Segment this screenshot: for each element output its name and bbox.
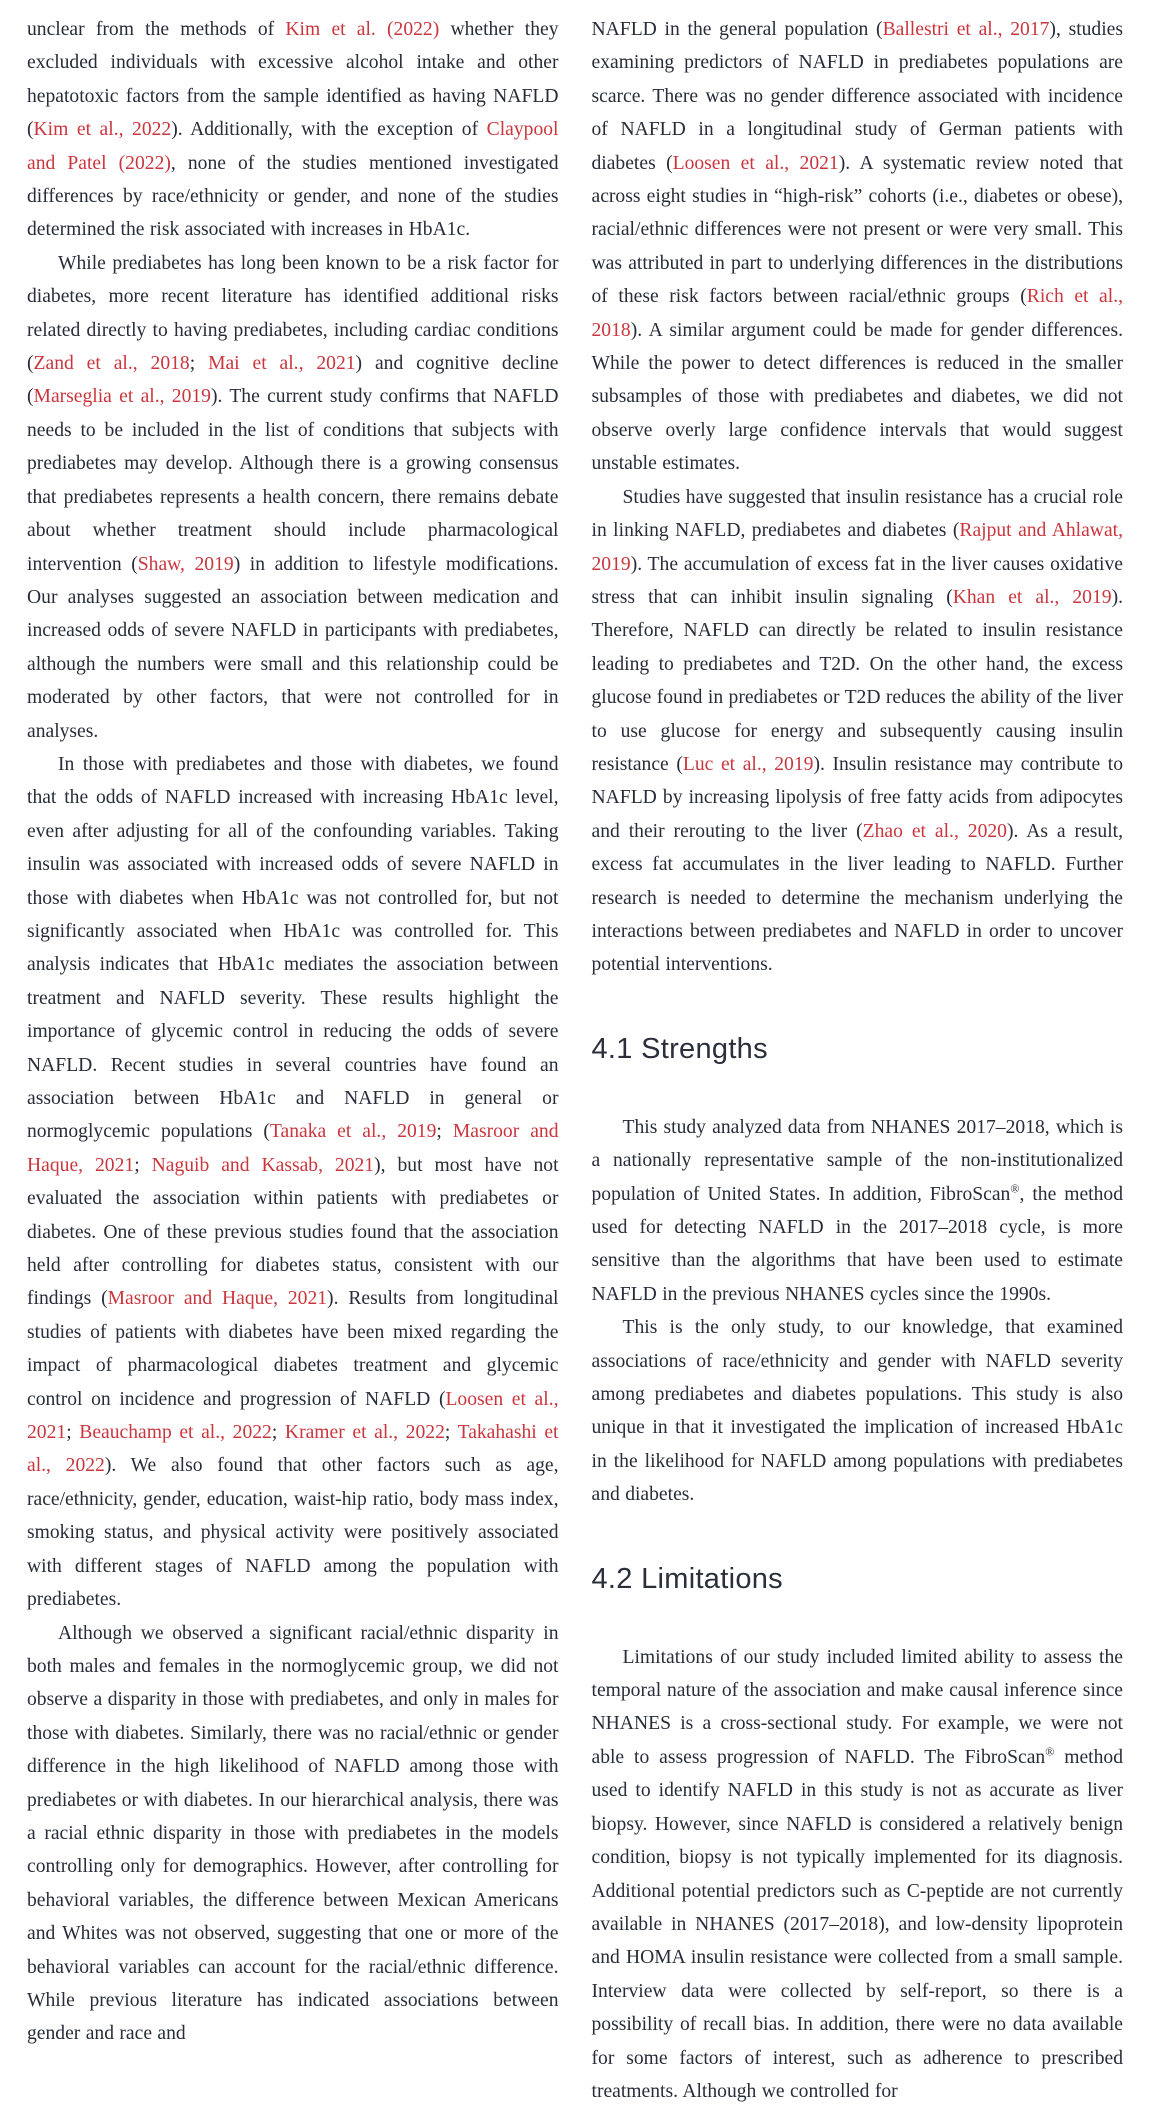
registered-trademark-symbol: ® <box>1010 1181 1020 1196</box>
paragraph: unclear from the methods of Kim et al. (2022) whether they excluded individuals with excessive alcohol intake and other hepatotoxic factors from the sample identified as having NAFLD (Kim et al., 2022). Additionally, with the exception of Claypool and Patel (2022), none of the studies mentioned investigated differences by race/ethnicity or gender, and none of the studies determined the risk associated with increases in HbA1c. <box>27 19 559 241</box>
citation-link[interactable]: Marseglia et al., 2019 <box>33 386 211 408</box>
section-heading: 4.1 Strengths <box>591 1032 768 1065</box>
paragraph: While prediabetes has long been known to be a risk factor for diabetes, more recent literature has identified additional risks related directly to having prediabetes, including cardiac conditions (Zand et al., 2018; Mai et al., 2021) and cognitive decline (Marseglia et al., 2019). The current study confirms that NAFLD needs to be included in the list of conditions that subjects with prediabetes may develop. Although there is a growing consensus that prediabetes represents a health concern, there remains debate about whether treatment should include pharmacological intervention (Shaw, 2019) in addition to lifestyle modifications. Our analyses suggested an association between medication and increased odds of severe NAFLD in participants with prediabetes, although the numbers were small and this relationship could be moderated by other factors, that were not controlled for in analyses. <box>27 252 559 742</box>
citation-link[interactable]: Beauchamp et al., 2022 <box>79 1422 272 1444</box>
citation-link[interactable]: Loosen et al., 2021 <box>27 1388 559 1444</box>
section-heading: 4.2 Limitations <box>591 1562 783 1595</box>
citation-link[interactable]: Claypool and Patel (2022) <box>27 119 559 174</box>
citation-link[interactable]: Shaw, 2019 <box>137 553 234 575</box>
paragraph: This study analyzed data from NHANES 2017–2018, which is a nationally representative sample of the non-institutionalized population of United States. In addition, FibroScan®, the method used for detecting NAFLD in the 2017–2018 cycle, is more sensitive than the algorithms that have been used to estimate NAFLD in the previous NHANES cycles since the 1990s. <box>591 1116 1123 1305</box>
citation-link[interactable]: Rajput and Ahlawat, 2019 <box>591 520 1123 575</box>
paragraph: Limitations of our study included limited ability to assess the temporal nature of the association and make causal inference since NHANES is a cross-sectional study. For example, we were not able to assess progression of NAFLD. The FibroScan® method used to identify NAFLD in this study is not as accurate as liver biopsy. However, since NAFLD is considered a relatively benign condition, biopsy is not typically implemented for its diagnosis. Additional potential predictors such as C-peptide are not currently available in NHANES (2017–2018), and low-density lipoprotein and HOMA insulin resistance were collected from a small sample. Interview data were collected by self-report, so there is a possibility of recall bias. In addition, there were no data available for some factors of interest, such as adherence to prescribed treatments. Although we controlled for <box>591 1646 1123 2102</box>
paragraph: Studies have suggested that insulin resistance has a crucial role in linking NAFLD, prediabetes and diabetes (Rajput and Ahlawat, 2019). The accumulation of excess fat in the liver causes oxidative stress that can inhibit insulin signaling (Khan et al., 2019). Therefore, NAFLD can directly be related to insulin resistance leading to prediabetes and T2D. On the other hand, the excess glucose found in prediabetes or T2D reduces the ability of the liver to use glucose for energy and subsequently causing insulin resistance (Luc et al., 2019). Insulin resistance may contribute to NAFLD by increasing lipolysis of free fatty acids from adipocytes and their rerouting to the liver (Zhao et al., 2020). As a result, excess fat accumulates in the liver leading to NAFLD. Further research is needed to determine the mechanism underlying the interactions between prediabetes and NAFLD in order to uncover potential interventions. <box>591 486 1123 976</box>
citation-link[interactable]: Kim et al. (2022) <box>285 19 440 40</box>
registered-trademark-symbol: ® <box>1045 1744 1055 1759</box>
citation-link[interactable]: Ballestri et al., 2017 <box>882 19 1050 40</box>
paragraph: This is the only study, to our knowledge, that examined associations of race/ethnicity and gender with NAFLD severity among prediabetes and diabetes populations. This study is also unique in that it investigated the implication of increased HbA1c in the likelihood for NAFLD among populations with prediabetes and diabetes. <box>591 1317 1123 1506</box>
citation-link[interactable]: Kim et al., 2022 <box>33 119 172 141</box>
citation-link[interactable]: Zhao et al., 2020 <box>862 820 1007 842</box>
paragraph: NAFLD in the general population (Ballestri et al., 2017), studies examining predictors of NAFLD in prediabetes populations are scarce. There was no gender difference associated with incidence of NAFLD in a longitudinal study of German patients with diabetes (Loosen et al., 2021). A systematic review noted that across eight studies in “high-risk” cohorts (i.e., diabetes or obese), racial/ethnic differences were not present or were very small. This was attributed in part to underlying differences in the distributions of these risk factors between racial/ethnic groups (Rich et al., 2018). A similar argument could be made for gender differences. While the power to detect differences is reduced in the smaller subsamples of those with prediabetes and diabetes, we did not observe overly large confidence intervals that would suggest unstable estimates. <box>591 19 1123 475</box>
citation-link[interactable]: Masroor and Haque, 2021 <box>107 1288 328 1310</box>
citation-link[interactable]: Khan et al., 2019 <box>952 586 1112 608</box>
citation-link[interactable]: Takahashi et al., 2022 <box>27 1422 559 1477</box>
paragraph: Although we observed a significant racial/ethnic disparity in both males and females in the normoglycemic group, we did not observe a disparity in those with prediabetes, and only in males for those with diabetes. Similarly, there was no racial/ethnic or gender difference in the high likelihood of NAFLD among those with prediabetes or with diabetes. In our hierarchical analysis, there was a racial ethnic disparity in those with prediabetes in the models controlling only for demographics. However, after controlling for behavioral variables, the difference between Mexican Americans and Whites was not observed, suggesting that one or more of the behavioral variables can account for the racial/ethnic difference. While previous literature has indicated associations between gender and race and <box>27 1622 559 2045</box>
citation-link[interactable]: Mai et al., 2021 <box>208 353 356 375</box>
citation-link[interactable]: Tanaka et al., 2019 <box>269 1121 437 1143</box>
citation-link[interactable]: Zand et al., 2018 <box>33 353 190 375</box>
citation-link[interactable]: Kramer et al., 2022 <box>284 1422 445 1444</box>
paragraph: In those with prediabetes and those with diabetes, we found that the odds of NAFLD increased with increasing HbA1c level, even after adjusting for all of the confounding variables. Taking insulin was associated with increased odds of severe NAFLD in those with diabetes when HbA1c was not controlled for, but not significantly associated when HbA1c was controlled for. This analysis indicates that HbA1c mediates the association between treatment and NAFLD severity. These results highlight the importance of glycemic control in reducing the odds of severe NAFLD. Recent studies in several countries have found an association between HbA1c and NAFLD in general or normoglycemic populations (Tanaka et al., 2019; Masroor and Haque, 2021; Naguib and Kassab, 2021), but most have not evaluated the association within patients with prediabetes or diabetes. One of these previous studies found that the association held after controlling for diabetes status, consistent with our findings (Masroor and Haque, 2021). Results from longitudinal studies of patients with diabetes have been mixed regarding the impact of pharmacological diabetes treatment and glycemic control on incidence and progression of NAFLD (Loosen et al., 2021; Beauchamp et al., 2022; Kramer et al., 2022; Takahashi et al., 2022). We also found that other factors such as age, race/ethnicity, gender, education, waist-hip ratio, body mass index, smoking status, and physical activity were positively associated with different stages of NAFLD among the population with prediabetes. <box>27 753 559 1611</box>
left-column <box>27 13 559 2045</box>
citation-link[interactable]: Loosen et al., 2021 <box>672 152 839 174</box>
citation-link[interactable]: Luc et al., 2019 <box>682 753 814 775</box>
citation-link[interactable]: Naguib and Kassab, 2021 <box>151 1154 375 1176</box>
citation-link[interactable]: Masroor and Haque, 2021 <box>27 1121 559 1176</box>
right-column <box>591 13 1124 2102</box>
citation-link[interactable]: Rich et al., 2018 <box>591 286 1123 341</box>
